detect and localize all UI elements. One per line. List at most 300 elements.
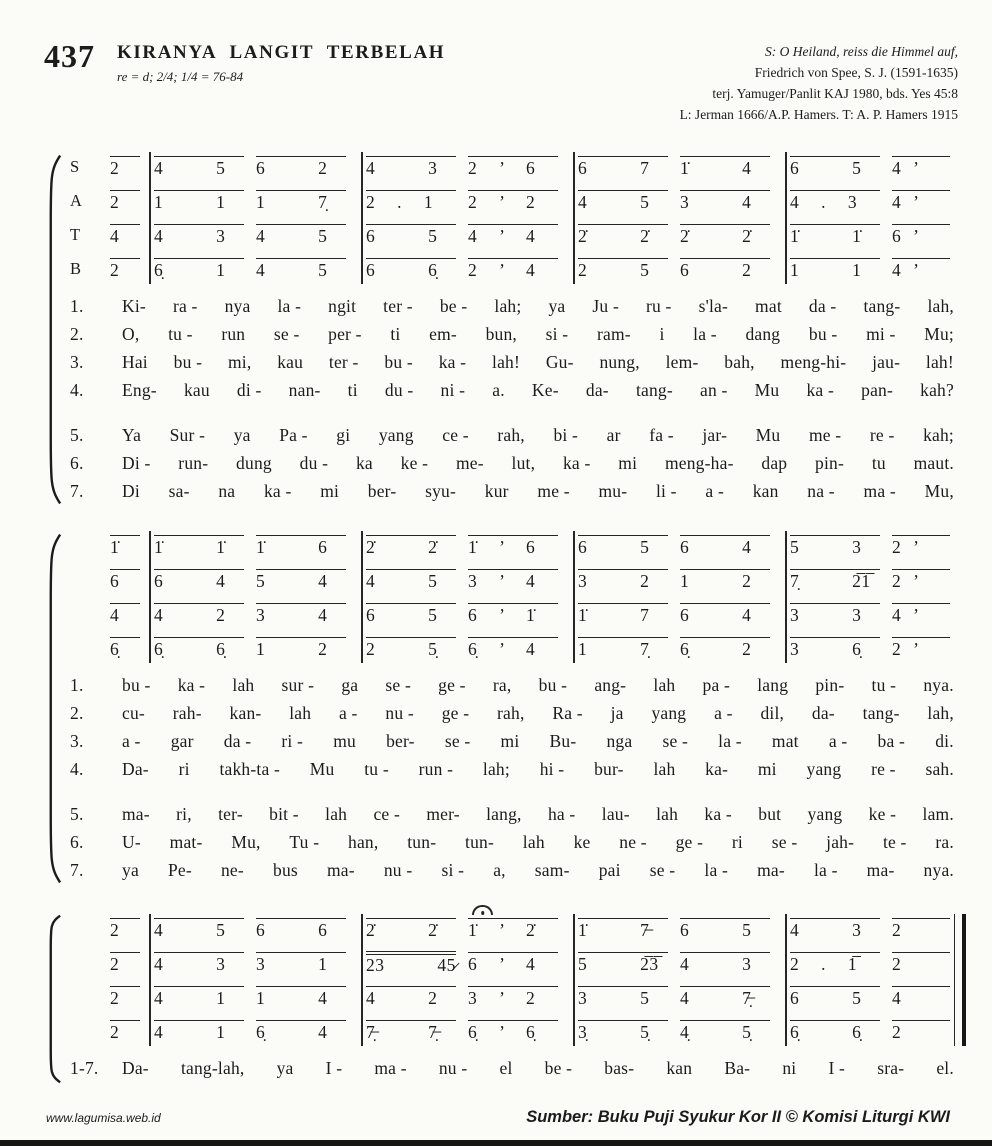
note-group: 6 7 <box>578 156 680 178</box>
note-group: 6̣ 1 <box>154 258 256 280</box>
syllable: dap <box>761 452 788 473</box>
syllable: ka- <box>705 758 729 779</box>
note-group: 1̇ 4 <box>680 156 782 178</box>
syllable: Di <box>122 480 140 501</box>
barline <box>149 531 151 663</box>
syllable: mer- <box>426 803 460 824</box>
note-group: 6 ’ <box>892 224 952 246</box>
syllable: per - <box>328 323 362 344</box>
verse-system-1 <box>44 150 958 509</box>
syllable: but <box>758 803 782 824</box>
hymn-number: 437 <box>44 38 95 74</box>
syllable: Mu <box>309 758 335 779</box>
syllable: ru - <box>646 295 672 316</box>
lyric-line <box>70 324 958 352</box>
credit-line: Friedrich von Spee, S. J. (1591-1635) <box>754 64 958 80</box>
syllable: ga <box>341 674 359 695</box>
note-group: 1 7̣ <box>256 190 358 212</box>
syllable: sa- <box>168 480 190 501</box>
syllable: mi <box>320 480 340 501</box>
syllable: Ju - <box>592 295 619 316</box>
note-group: 6̣ 6̣ <box>154 637 256 659</box>
notation-grid-3 <box>70 912 958 1048</box>
syllable: lau- <box>601 803 630 824</box>
syllable: la - <box>693 323 717 344</box>
verse-number: 1-7. <box>70 1057 99 1078</box>
syllable: mu <box>333 730 356 751</box>
system-brace <box>47 914 62 1084</box>
voice-label: B <box>70 258 82 278</box>
syllable: sra- <box>877 1057 905 1078</box>
syllable: se - <box>273 323 300 344</box>
note-group: 6 5 <box>680 918 782 940</box>
note-group: 6̣ ’ 6̣ <box>468 1020 570 1042</box>
syllable: maut. <box>913 452 954 473</box>
note-group: 4 <box>892 986 952 1008</box>
note-group: 4 2 <box>366 986 468 1008</box>
syllable: ram- <box>596 323 631 344</box>
key-signature-info: re = d; 2/4; 1/4 = 76-84 <box>117 69 244 84</box>
barline <box>149 914 151 1046</box>
syllable: Eng- <box>122 379 157 400</box>
note-group: 1̇ ’ 2̇ <box>468 918 570 940</box>
note-group: 4 5 <box>154 156 256 178</box>
syllable: bun, <box>485 323 517 344</box>
syllables <box>122 731 958 752</box>
syllable: gi <box>336 424 351 445</box>
syllable: ya <box>122 859 139 880</box>
syllable: ni - <box>440 379 466 400</box>
lyrics-verses-1-4 <box>70 675 958 787</box>
syllable: jar- <box>702 424 728 445</box>
note-group: 1̇ 6 <box>256 535 358 557</box>
syllable: se - <box>444 730 471 751</box>
syllable: hi - <box>539 758 565 779</box>
syllable: kah; <box>923 424 954 445</box>
voice-label: S <box>70 156 80 176</box>
verse-number: 1. <box>70 295 84 316</box>
syllable: lam. <box>922 803 954 824</box>
note-group: 4 5 <box>578 190 680 212</box>
note-group: 6̣ 6̣ <box>790 1020 892 1042</box>
note-group: 4 1 <box>154 986 256 1008</box>
syllable: ce - <box>373 803 400 824</box>
note-group: 2 . 1̅ <box>790 952 892 974</box>
syllable: lah; <box>494 295 522 316</box>
syllable: ka - <box>438 351 467 372</box>
syllable: mat- <box>169 831 203 852</box>
note-group: 6̣ <box>110 637 146 659</box>
syllable: Di - <box>122 452 151 473</box>
syllable: ka - <box>806 379 835 400</box>
lyric-line <box>70 832 958 860</box>
syllable: Pa - <box>279 424 308 445</box>
syllable: run- <box>178 452 209 473</box>
title-block <box>117 40 445 85</box>
syllable: di. <box>935 730 954 751</box>
syllable: a, <box>493 859 506 880</box>
syllable: jah- <box>826 831 855 852</box>
syllable: ar <box>606 424 621 445</box>
syllable: bu - <box>538 674 568 695</box>
syllable: nya <box>224 295 251 316</box>
note-group: 4 ’ <box>892 603 952 625</box>
note-group: 1̇ 7̶ <box>578 918 680 940</box>
syllable: ne - <box>619 831 647 852</box>
note-group: 4 ’ 4 <box>468 224 570 246</box>
lyric-line <box>70 481 958 509</box>
note-group: 6̣ 2 <box>680 637 782 659</box>
verse-number: 3. <box>70 730 84 751</box>
syllables <box>122 352 958 373</box>
syllables <box>122 860 958 881</box>
syllable: na <box>218 480 236 501</box>
note-group: 2 <box>892 952 952 974</box>
footer <box>44 1108 958 1127</box>
syllable: el <box>499 1057 513 1078</box>
verse-number: 2. <box>70 702 84 723</box>
syllable: ge - <box>438 674 466 695</box>
syllable: Ke- <box>531 379 559 400</box>
barline <box>785 152 787 284</box>
syllable: rah- <box>172 702 202 723</box>
syllable: bu - <box>122 674 151 695</box>
syllable: ra - <box>172 295 198 316</box>
credit-line: terj. Yamuger/Panlit KAJ 1980, bds. Yes 45:8 <box>712 85 958 101</box>
syllable: mi <box>618 452 638 473</box>
note-group: 2 ’ 4 <box>468 258 570 280</box>
syllable: na - <box>807 480 835 501</box>
syllable: a - <box>339 702 358 723</box>
syllable: lem- <box>665 351 699 372</box>
barline <box>149 152 151 284</box>
syllable: du - <box>299 452 329 473</box>
syllable: se - <box>385 674 411 695</box>
syllable: Mu, <box>231 831 261 852</box>
lyric-line <box>70 731 958 759</box>
note-group: 4 5 <box>256 224 358 246</box>
note-group: 2̇ 2̇ <box>366 535 468 557</box>
syllable: ya <box>276 1057 294 1078</box>
note-group: 6 5 <box>578 535 680 557</box>
verse-number: 7. <box>70 859 84 880</box>
syllable: ri <box>731 831 743 852</box>
note-group: 2 <box>110 952 146 974</box>
syllable: tun- <box>465 831 495 852</box>
system-brace <box>47 531 62 886</box>
syllable: me - <box>808 424 842 445</box>
syllable: bu - <box>173 351 203 372</box>
barline <box>361 152 363 284</box>
note-group: 3 4 <box>256 603 358 625</box>
syllable: bas- <box>604 1057 635 1078</box>
syllable: da- <box>811 702 835 723</box>
syllable: ma- <box>122 803 150 824</box>
syllable: el. <box>936 1057 954 1078</box>
syllables <box>122 759 958 780</box>
syllable: se - <box>662 730 689 751</box>
syllables <box>122 1058 958 1079</box>
syllable: tu - <box>168 323 193 344</box>
syllable: ka - <box>177 674 206 695</box>
barline <box>573 914 575 1046</box>
note-group: 1 4 <box>256 986 358 1008</box>
syllable: bus <box>273 859 298 880</box>
note-group: 2 <box>110 156 146 178</box>
note-group: 6̣ 4 <box>256 1020 358 1042</box>
syllable: lah! <box>492 351 521 372</box>
syllable: si - <box>545 323 569 344</box>
syllable: han, <box>348 831 379 852</box>
note-group: 1̇ <box>110 535 146 557</box>
syllable: ra, <box>492 674 512 695</box>
verse-number: 5. <box>70 803 84 824</box>
note-group: 4 ’ <box>892 156 952 178</box>
syllable: ke - <box>868 803 897 824</box>
note-group: 6 ’ 1̇ <box>468 603 570 625</box>
note-group: 6 2 <box>680 258 782 280</box>
syllable: syu- <box>425 480 457 501</box>
note-group: 1 1 <box>154 190 256 212</box>
syllable: nya. <box>923 674 954 695</box>
syllable: se - <box>771 831 798 852</box>
syllables <box>122 804 958 825</box>
syllable: tang-lah, <box>180 1057 245 1078</box>
syllable: ja <box>610 702 624 723</box>
note-group: 6 <box>110 569 146 591</box>
note-group: 4 5 <box>366 569 468 591</box>
syllable: mat <box>755 295 782 316</box>
syllable: ma- <box>326 859 355 880</box>
syllable: tun- <box>407 831 437 852</box>
syllable: tang- <box>635 379 673 400</box>
lyric-line <box>70 804 958 832</box>
barline <box>785 531 787 663</box>
syllable: lang, <box>486 803 522 824</box>
syllable: mi - <box>866 323 896 344</box>
note-group: 4 3 <box>154 224 256 246</box>
syllable: lang <box>757 674 789 695</box>
note-group: 2 <box>110 918 146 940</box>
lyric-line <box>70 425 958 453</box>
syllables <box>122 296 958 317</box>
syllables <box>122 703 958 724</box>
syllable: ke <box>573 831 591 852</box>
syllable: kur <box>484 480 509 501</box>
syllable: be - <box>439 295 468 316</box>
syllable: Hai <box>122 351 148 372</box>
syllable: du - <box>384 379 414 400</box>
syllable: Mu; <box>924 323 954 344</box>
syllable: da- <box>585 379 609 400</box>
note-group: 2 <box>110 190 146 212</box>
syllable: dang <box>745 323 781 344</box>
note-group: 2 5 <box>578 258 680 280</box>
syllable: ka <box>355 452 373 473</box>
syllable: Da- <box>122 758 149 779</box>
fermata-icon <box>472 905 493 915</box>
syllable: la - <box>277 295 302 316</box>
syllable: pin- <box>815 674 845 695</box>
syllable: nu - <box>385 702 414 723</box>
note-group: 3 1 <box>256 952 358 974</box>
verse-number: 3. <box>70 351 84 372</box>
lyric-line <box>70 675 958 703</box>
syllable: mat <box>771 730 799 751</box>
syllable: a. <box>492 379 505 400</box>
note-group: 2 ’ 2 <box>468 190 570 212</box>
note-group: 2 . 1 <box>366 190 468 212</box>
note-group: 4 3 <box>366 156 468 178</box>
verse-number: 4. <box>70 758 84 779</box>
note-group: 4 <box>110 603 146 625</box>
syllable: kan <box>666 1057 693 1078</box>
note-group: 6 5 <box>366 603 468 625</box>
verse-system-3 <box>44 912 958 1086</box>
lyric-line <box>70 860 958 888</box>
note-group: 4 <box>110 224 146 246</box>
syllable: li - <box>655 480 677 501</box>
syllable: mi <box>500 730 520 751</box>
source-credit: Sumber: Buku Puji Syukur Kor II © Komisi Liturgi KWI <box>526 1107 950 1126</box>
syllable: pan- <box>861 379 894 400</box>
syllable: meng-ha- <box>664 452 734 473</box>
lyric-line <box>70 352 958 380</box>
syllable: la - <box>704 859 729 880</box>
syllable: Pe- <box>167 859 192 880</box>
note-group: 23 45̷ <box>366 951 468 975</box>
lyrics-verses-5-7 <box>70 425 958 509</box>
note-group: 4 5 <box>256 258 358 280</box>
syllable: O, <box>122 323 140 344</box>
syllable: re - <box>869 424 895 445</box>
syllable: lah <box>656 803 679 824</box>
syllable: pai <box>598 859 621 880</box>
note-group: 3 6̣ <box>790 637 892 659</box>
syllable: ne- <box>220 859 244 880</box>
syllable: Ya <box>122 424 142 445</box>
syllable: ri <box>178 758 190 779</box>
syllable: ang- <box>594 674 627 695</box>
syllable: bu - <box>808 323 838 344</box>
syllable: kau <box>183 379 210 400</box>
syllable: ge - <box>441 702 470 723</box>
syllable: ngit <box>328 295 357 316</box>
syllable: da - <box>223 730 252 751</box>
syllable: kau <box>277 351 304 372</box>
notation-grid-1 <box>70 150 958 286</box>
syllable: yang <box>378 424 414 445</box>
note-group: 4 3 <box>680 952 782 974</box>
barline <box>361 531 363 663</box>
syllable: Ki- <box>122 295 146 316</box>
note-group: 4 . 3 <box>790 190 892 212</box>
note-group: 6 6̣ <box>366 258 468 280</box>
syllable: gar <box>170 730 194 751</box>
syllable: a - <box>714 702 733 723</box>
syllable: ha - <box>547 803 576 824</box>
note-group: 3 ’ 2 <box>468 986 570 1008</box>
syllable: s'la- <box>698 295 729 316</box>
syllable: nung, <box>599 351 640 372</box>
syllable: lah, <box>927 702 954 723</box>
hymn-title: KIRANYA LANGIT TERBELAH <box>117 42 446 63</box>
barline <box>785 914 787 1046</box>
syllable: bu - <box>384 351 413 372</box>
syllable: se - <box>649 859 676 880</box>
syllable: ya <box>233 424 251 445</box>
note-group: 2 5̣ <box>366 637 468 659</box>
syllable: la - <box>813 859 838 880</box>
syllable: lah <box>653 758 676 779</box>
syllable: ba - <box>877 730 906 751</box>
syllable: nga <box>606 730 633 751</box>
syllable: bur- <box>594 758 624 779</box>
note-group: 1̇ 7 <box>578 603 680 625</box>
syllable: lah! <box>925 351 954 372</box>
note-group: 6 2 <box>256 156 358 178</box>
header <box>44 40 958 126</box>
note-group: 3 2 <box>578 569 680 591</box>
syllable: sur - <box>281 674 315 695</box>
verse-number: 6. <box>70 452 84 473</box>
syllable: nu - <box>438 1057 468 1078</box>
syllable: run - <box>418 758 454 779</box>
note-group: 2 <box>110 986 146 1008</box>
syllable: rah, <box>497 424 525 445</box>
syllables <box>122 481 958 502</box>
syllables <box>122 675 958 696</box>
note-group: 4 7̶̣ <box>680 986 782 1008</box>
note-group: 7̣ 2̅1̅ <box>790 569 892 591</box>
syllable: mi <box>757 758 777 779</box>
syllable: run <box>221 323 246 344</box>
syllable: ti <box>347 379 358 400</box>
credits <box>680 42 958 126</box>
verse-system-2 <box>44 529 958 888</box>
lyric-line <box>70 380 958 408</box>
syllable: lah <box>325 803 348 824</box>
syllable: ra. <box>935 831 954 852</box>
note-group: 1 1 <box>790 258 892 280</box>
note-group: 1 2 <box>256 637 358 659</box>
note-group: 5 3 <box>790 535 892 557</box>
note-group: 2 ’ <box>892 569 952 591</box>
verse-number: 5. <box>70 424 84 445</box>
syllable: tu - <box>364 758 389 779</box>
syllables <box>122 324 958 345</box>
note-group: 3 4 <box>680 190 782 212</box>
syllable: lah <box>653 674 676 695</box>
voice-label: A <box>70 190 82 210</box>
syllable: tang- <box>863 295 901 316</box>
note-group: 2 ’ <box>892 637 952 659</box>
syllable: ri - <box>281 730 304 751</box>
syllable: ter - <box>328 351 359 372</box>
syllable: ce - <box>442 424 469 445</box>
syllables <box>122 380 958 401</box>
lyrics-verses-1-4 <box>70 296 958 408</box>
note-group: 1̇ 1̇ <box>790 224 892 246</box>
syllable: kah? <box>920 379 954 400</box>
syllable: di - <box>236 379 262 400</box>
syllable: tang- <box>862 702 900 723</box>
lyric-line <box>70 1058 958 1086</box>
syllable: lah <box>289 702 312 723</box>
note-group: 3 5 <box>578 986 680 1008</box>
syllable: U- <box>122 831 141 852</box>
syllable: yang <box>807 803 843 824</box>
